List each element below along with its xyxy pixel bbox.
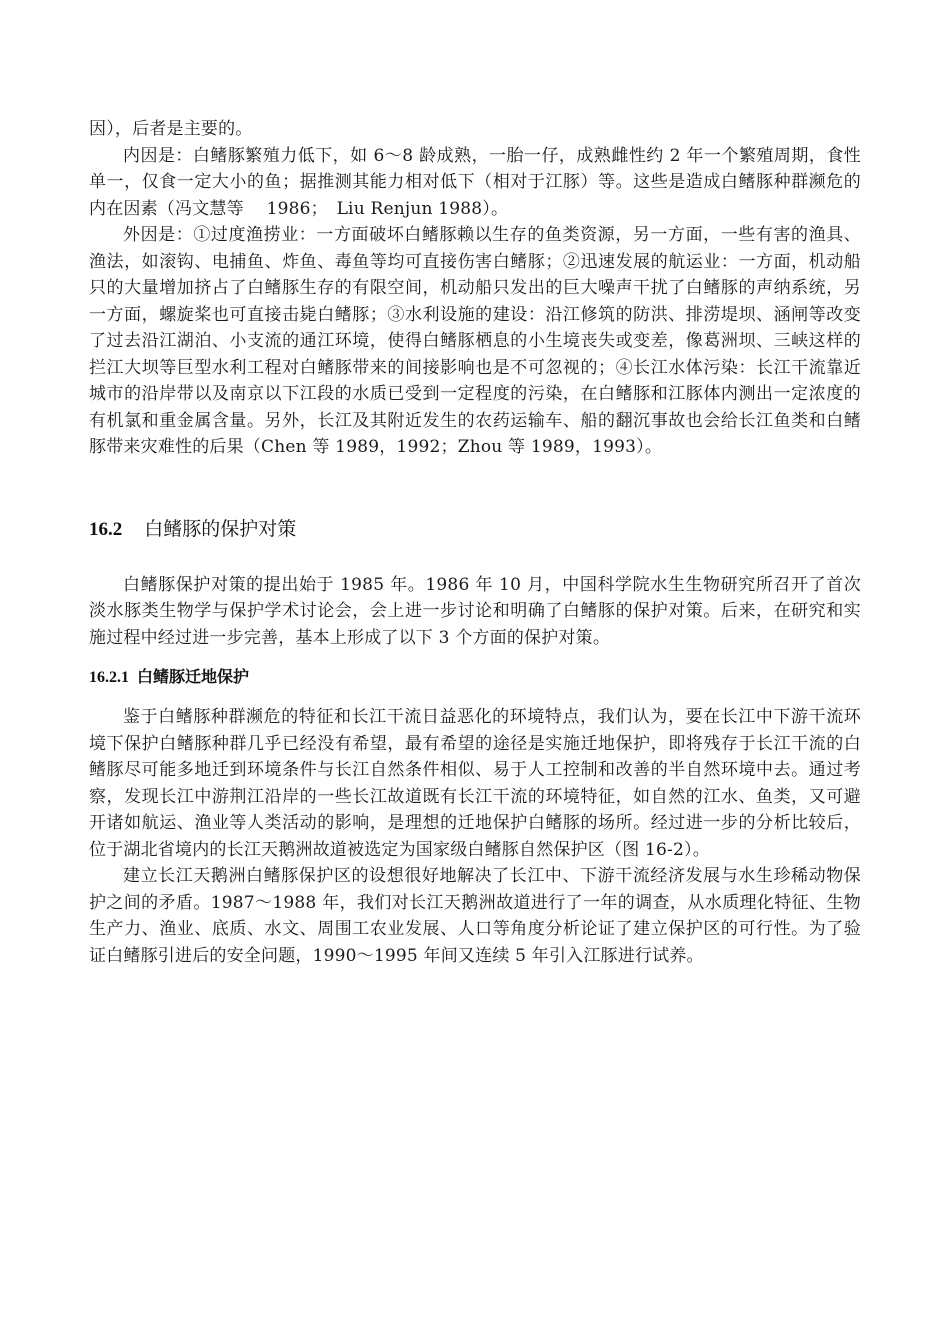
section-title: 白鳍豚的保护对策 [144,517,297,540]
ex-situ-paragraph-2: 建立长江天鹅洲白鳍豚保护区的设想很好地解决了长江中、下游干流经济发展与水生珍稀动物保护之间的矛盾。1987～1988 年，我们对长江天鹅洲故道进行了一年的调查，从水质理化特征、生物生产力、渔业、底质、水文、周围工农业发展、人口等角度分析论证了建立保护区的可行性。为了验证白鳍豚引进后的安全问题，1990～1995 年间又连续 5 年引入江豚进行试养。 [89,866,861,966]
section-heading [89,515,861,544]
continuation-paragraph: 因），后者是主要的。 [89,119,253,139]
section-intro-paragraph: 白鳍豚保护对策的提出始于 1985 年。1986 年 10 月，中国科学院水生生物研究所召开了首次淡水豚类生物学与保护学术讨论会，会上进一步讨论和明确了白鳍豚的保护对策。后来，在研究和实施过程中经过进一步完善，基本上形成了以下 3 个方面的保护对策。 [89,574,861,648]
subsection-heading [89,665,861,690]
internal-causes-paragraph: 内因是：白鳍豚繁殖力低下，如 6～8 龄成熟，一胎一仔，成熟雌性约 2 年一个繁殖周期，食性单一，仅食一定大小的鱼；据推测其能力相对低下（相对于江豚）等。这些是造成白鳍豚种群濒危的内在因素（冯文慧等 1986； Liu Renjun 1988）。 [89,145,861,219]
section-number: 16.2 [89,518,123,540]
external-causes-paragraph: 外因是：①过度渔捞业：一方面破坏白鳍豚赖以生存的鱼类资源，另一方面，一些有害的渔具、渔法，如滚钩、电捕鱼、炸鱼、毒鱼等均可直接伤害白鳍豚；②迅速发展的航运业：一方面，机动船只的大量增加挤占了白鳍豚生存的有限空间，机动船只发出的巨大噪声干扰了白鳍豚的声纳系统，另一方面，螺旋桨也可直接击毙白鳍豚；③水利设施的建设：沿江修筑的防洪、排涝堤坝、涵闸等改变了过去沿江湖泊、小支流的通江环境，使得白鳍豚栖息的小生境丧失或变差，像葛洲坝、三峡这样的拦江大坝等巨型水利工程对白鳍豚带来的间接影响也是不可忽视的；④长江水体污染：长江干流靠近城市的沿岸带以及南京以下江段的水质已受到一定程度的污染，在白鳍豚和江豚体内测出一定浓度的有机氯和重金属含量。另外，长江及其附近发生的农药运输车、船的翻沉事故也会给长江鱼类和白鳍豚带来灾难性的后果（Chen 等 1989，1992；Zhou 等 1989，1993）。 [89,225,861,457]
page-content [89,116,861,969]
subsection-number: 16.2.1 [89,669,129,686]
ex-situ-paragraph-1: 鉴于白鳍豚种群濒危的特征和长江干流日益恶化的环境特点，我们认为，要在长江中下游干流环境下保护白鳍豚种群几乎已经没有希望，最有希望的途径是实施迁地保护，即将残存于长江干流的白鳍豚尽可能多地迁到环境条件与长江自然条件相似、易于人工控制和改善的半自然环境中去。通过考察，发现长江中游荆江沿岸的一些长江故道既有长江干流的环境特征，如自然的江水、鱼类，又可避开诸如航运、渔业等人类活动的影响，是理想的迁地保护白鳍豚的场所。经过进一步的分析比较后，位于湖北省境内的长江天鹅洲故道被选定为国家级白鳍豚自然保护区（图 16-2）。 [89,707,861,860]
subsection-title: 白鳍豚迁地保护 [137,667,250,686]
